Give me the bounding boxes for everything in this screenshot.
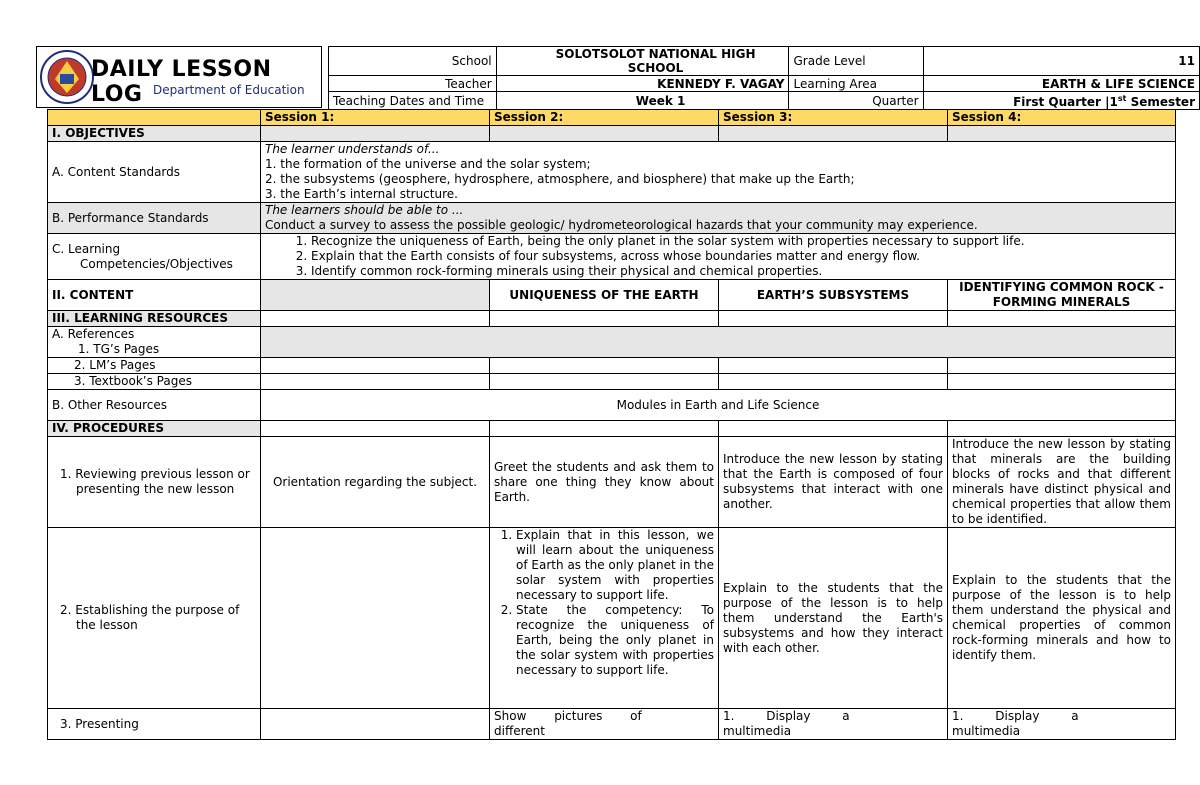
- session-4-header: Session 4:: [948, 110, 1176, 126]
- session-3-header: Session 3:: [719, 110, 948, 126]
- content-standards-cell: [261, 142, 1176, 203]
- presenting-label: 3. Presenting: [48, 709, 261, 740]
- session-blank-cell: [48, 110, 261, 126]
- learning-area-value: EARTH & LIFE SCIENCE: [923, 76, 1199, 92]
- presenting-session-4: 1. Display a multimedia: [948, 709, 1176, 740]
- performance-standards-label: B. Performance Standards: [48, 203, 261, 234]
- reviewing-session-1: Orientation regarding the subject.: [261, 437, 490, 528]
- learning-area-label: Learning Area: [789, 76, 923, 92]
- other-resources-value: Modules in Earth and Life Science: [261, 390, 1176, 421]
- references-cell: [48, 327, 261, 358]
- presenting-session-2: Show pictures of different: [490, 709, 719, 740]
- purpose-session-4: Explain to the students that the purpose of the lesson is to help them understand the physical and chemical properties of common rock-forming minerals and how to identify them.: [948, 528, 1176, 709]
- session-2-header: Session 2:: [490, 110, 719, 126]
- quarter-semester-text: Semester: [1126, 95, 1195, 109]
- content-session-4: IDENTIFYING COMMON ROCK -FORMING MINERALS: [948, 280, 1176, 311]
- purpose-session-3: Explain to the students that the purpose of the lesson is to help them understand the Earth's subsystems and how they interact with each other.: [719, 528, 948, 709]
- performance-standards-cell: [261, 203, 1176, 234]
- grade-label: Grade Level: [789, 47, 923, 76]
- teaching-dates-label: Teaching Dates and Time: [329, 92, 497, 110]
- lm-pages-label: 2. LM’s Pages: [48, 358, 261, 374]
- school-value: SOLOTSOLOT NATIONAL HIGH SCHOOL: [496, 47, 789, 76]
- competency-item: 2. Explain that the Earth consists of four subsystems, across whose boundaries matter and energy flow.: [311, 249, 1171, 264]
- purpose-item: 2. State the competency: To recognize the uniqueness of Earth, being the only planet in the solar system with properties necessary to support life.: [516, 603, 714, 678]
- deped-seal-icon: [39, 49, 95, 105]
- header-info-table: [328, 46, 1200, 110]
- quarter-value: [923, 92, 1199, 110]
- content-standards-line: 1. the formation of the universe and the solar system;: [265, 157, 591, 171]
- content-standards-label: A. Content Standards: [48, 142, 261, 203]
- competencies-label-line-1: C. Learning: [52, 241, 121, 256]
- textbook-pages-label: 3. Textbook’s Pages: [48, 374, 261, 390]
- content-heading: II. CONTENT: [48, 280, 261, 311]
- learning-resources-heading: III. LEARNING RESOURCES: [48, 311, 261, 327]
- tg-pages-label: 1. TG’s Pages: [78, 342, 160, 356]
- reviewing-session-3: Introduce the new lesson by stating that the Earth is composed of four subsystems that interact with one another.: [719, 437, 948, 528]
- content-session-3: EARTH’S SUBSYSTEMS: [719, 280, 948, 311]
- procedures-heading: IV. PROCEDURES: [48, 421, 261, 437]
- department-subtitle: Department of Education: [153, 83, 305, 97]
- competencies-label-line-2: Competencies/Objectives: [80, 256, 233, 271]
- header-logo-block: [36, 46, 322, 108]
- purpose-session-2: [490, 528, 719, 709]
- competency-item: 1. Recognize the uniqueness of Earth, being the only planet in the solar system with properties necessary to support life.: [311, 234, 1171, 249]
- performance-standards-intro: The learners should be able to ...: [265, 203, 464, 217]
- session-header-row: [48, 110, 1176, 126]
- quarter-label: Quarter: [789, 92, 923, 110]
- quarter-value-text: First Quarter |1: [1013, 95, 1118, 109]
- content-session-2: UNIQUENESS OF THE EARTH: [490, 280, 719, 311]
- reviewing-session-4: Introduce the new lesson by stating that minerals are the building blocks of rocks and that different minerals have distinct physical and chemical properties that allow them to be identified.: [948, 437, 1176, 528]
- teaching-dates-value: Week 1: [496, 92, 789, 110]
- performance-standards-line: Conduct a survey to assess the possible geologic/ hydrometeorological hazards that your community may experience.: [265, 218, 978, 232]
- objectives-heading: I. OBJECTIVES: [48, 126, 261, 142]
- school-label: School: [329, 47, 497, 76]
- lesson-log-table: [47, 109, 1176, 740]
- competencies-label: [48, 234, 261, 280]
- competency-item: 3. Identify common rock-forming minerals using their physical and chemical properties.: [311, 264, 1171, 279]
- reviewing-session-2: Greet the students and ask them to share one thing they know about Earth.: [490, 437, 719, 528]
- grade-value: 11: [923, 47, 1199, 76]
- log-title: DAILY LESSON LOG: [91, 57, 272, 107]
- competencies-cell: [261, 234, 1176, 280]
- content-standards-intro: The learner understands of...: [265, 142, 440, 156]
- teacher-value: KENNEDY F. VAGAY: [496, 76, 789, 92]
- content-standards-line: 3. the Earth’s internal structure.: [265, 187, 458, 201]
- purpose-lesson-label: 2. Establishing the purpose of the lesson: [48, 528, 261, 709]
- content-standards-line: 2. the subsystems (geosphere, hydrosphere, atmosphere, and biosphere) that make up the Earth;: [265, 172, 855, 186]
- references-label: A. References: [52, 327, 135, 341]
- quarter-superscript: st: [1117, 94, 1127, 103]
- other-resources-label: B. Other Resources: [48, 390, 261, 421]
- presenting-session-3: 1. Display a multimedia: [719, 709, 948, 740]
- purpose-item: 1. Explain that in this lesson, we will learn about the uniqueness of Earth as the only planet in the solar system with properties necessary to support life.: [516, 528, 714, 603]
- teacher-label: Teacher: [329, 76, 497, 92]
- session-1-header: Session 1:: [261, 110, 490, 126]
- reviewing-lesson-label: 1. Reviewing previous lesson or presenting the new lesson: [48, 437, 261, 528]
